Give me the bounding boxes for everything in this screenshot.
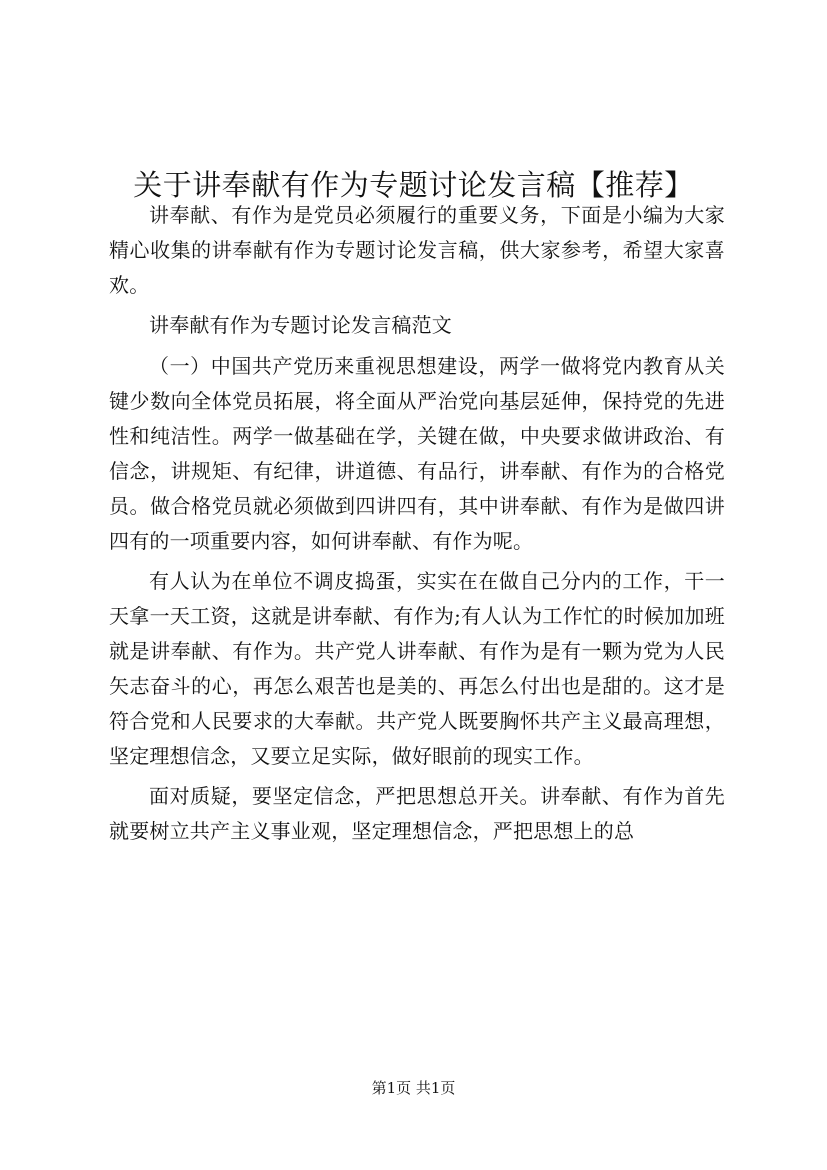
body-paragraph: 面对质疑，要坚定信念，严把思想总开关。讲奉献、有作为首先就要树立共产主义事业观，坚定理想信念，严把思想上的总 <box>109 784 725 843</box>
intro-paragraph: 讲奉献、有作为是党员必须履行的重要义务，下面是小编为大家精心收集的讲奉献有作为专题讨论发言稿，供大家参考，希望大家喜欢。 <box>109 203 725 297</box>
body-paragraph: （一）中国共产党历来重视思想建设，两学一做将党内教育从关键少数向全体党员拓展，将全面从严治党向基层延伸，保持党的先进性和纯洁性。两学一做基础在学，关键在做，中央要求做讲政治、有信念，讲规矩、有纪律，讲道德、有品行，讲奉献、有作为的合格党员。做合格党员就必须做到四讲四有，其中讲奉献、有作为是做四讲四有的一项重要内容，如何讲奉献、有作为呢。 <box>109 354 725 553</box>
page-footer: 第1页 共1页 <box>371 1079 456 1097</box>
document-body <box>109 198 725 854</box>
section-heading: 讲奉献有作为专题讨论发言稿范文 <box>149 313 452 337</box>
document-title: 关于讲奉献有作为专题讨论发言稿【推荐】 <box>133 168 694 203</box>
body-paragraph: 有人认为在单位不调皮捣蛋，实实在在做自己分内的工作，干一天拿一天工资，这就是讲奉献、有作为;有人认为工作忙的时候加加班就是讲奉献、有作为。共产党人讲奉献、有作为是有一颗为党为人民矢志奋斗的心，再怎么艰苦也是美的、再怎么付出也是甜的。这才是符合党和人民要求的大奉献。共产党人既要胸怀共产主义最高理想，坚定理想信念，又要立足实际，做好眼前的现实工作。 <box>109 569 725 768</box>
